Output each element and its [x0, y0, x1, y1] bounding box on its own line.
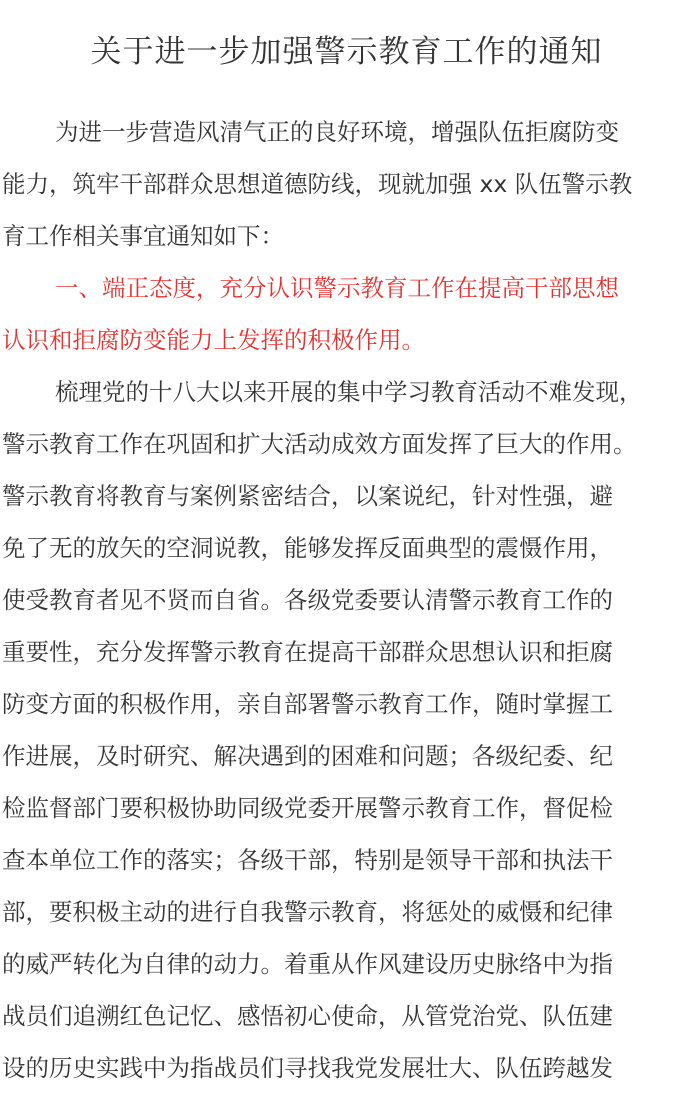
document-title: 关于进一步加强警示教育工作的通知 [90, 34, 603, 70]
body-line-2: 警示教育工作在巩固和扩大活动成效方面发挥了巨大的作用。 [2, 430, 637, 458]
body-line-6: 重要性，充分发挥警示教育在提高干部群众思想认识和拒腐 [2, 638, 613, 666]
body-line-11: 部，要积极主动的进行自我警示教育，将惩处的威慑和纪律 [2, 898, 613, 926]
body-line-9: 检监督部门要积极协助同级党委开展警示教育工作，督促检 [2, 794, 613, 822]
section-heading-line-1: 一、端正态度，充分认识警示教育工作在提高干部思想 [55, 274, 619, 302]
body-line-13: 战员们追溯红色记忆、感悟初心使命，从管党治党、队伍建 [2, 1002, 613, 1030]
body-line-12: 的威严转化为自律的动力。着重从作风建设历史脉络中为指 [2, 950, 613, 978]
body-line-5: 使受教育者见不贤而自省。各级党委要认清警示教育工作的 [2, 586, 613, 614]
body-line-14: 设的历史实践中为指战员们寻找我党发展壮大、队伍跨越发 [2, 1054, 613, 1082]
body-line-1: 梳理党的十八大以来开展的集中学习教育活动不难发现， [55, 378, 643, 406]
paragraph-line-intro-1: 为进一步营造风清气正的良好环境，增强队伍拒腐防变 [55, 118, 619, 146]
section-heading-line-2: 认识和拒腐防变能力上发挥的积极作用。 [2, 326, 425, 354]
body-line-4: 免了无的放矢的空洞说教，能够发挥反面典型的震慑作用， [2, 534, 613, 562]
body-line-8: 作进展，及时研究、解决遇到的困难和问题；各级纪委、纪 [2, 742, 613, 770]
body-line-10: 查本单位工作的落实；各级干部，特别是领导干部和执法干 [2, 846, 613, 874]
body-line-7: 防变方面的积极作用，亲自部署警示教育工作，随时掌握工 [2, 690, 613, 718]
paragraph-line-intro-2: 能力，筑牢干部群众思想道德防线，现就加强 xx 队伍警示教 [2, 170, 633, 198]
body-line-3: 警示教育将教育与案例紧密结合，以案说纪，针对性强，避 [2, 482, 613, 510]
paragraph-line-intro-3: 育工作相关事宜通知如下： [2, 222, 284, 250]
